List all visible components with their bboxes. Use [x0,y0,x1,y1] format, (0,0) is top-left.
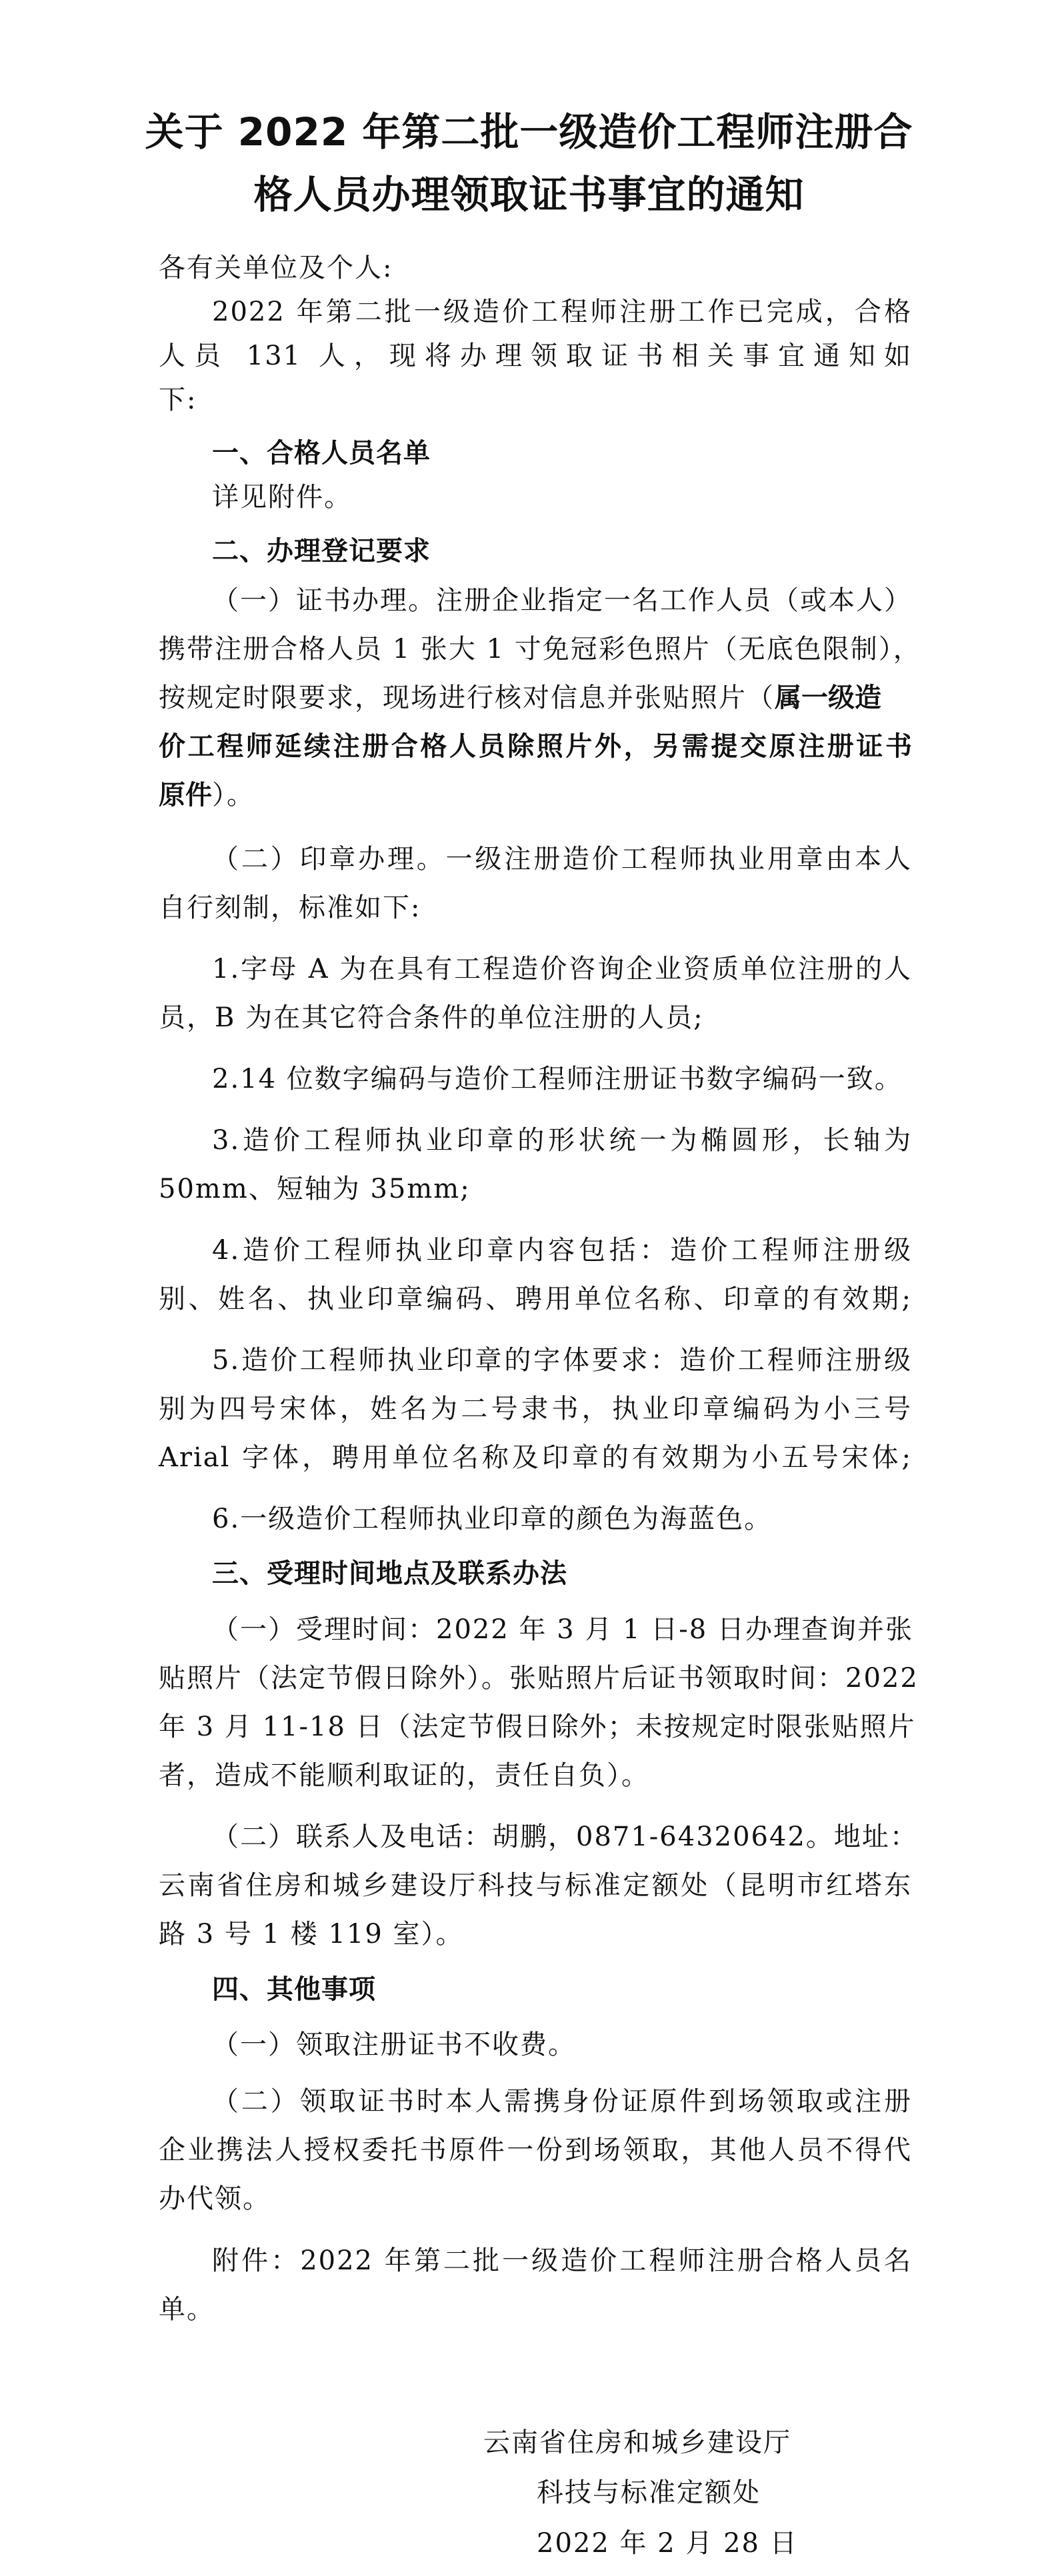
paragraph-line-bold: 价工程师延续注册合格人员除照片外，另需提交原注册证书 [159,731,912,762]
list-item: 员，B 为在其它符合条件的单位注册的人员; [159,1002,704,1033]
title-line-2: 格人员办理领取证书事宜的通知 [253,172,805,217]
bold-text: 属一级造 [775,682,881,713]
section-heading: 四、其他事项 [212,1974,376,2005]
list-item: 别、姓名、执业印章编码、聘用单位名称、印章的有效期; [159,1284,912,1314]
list-item: 1.字母 A 为在具有工程造价咨询企业资质单位注册的人 [212,954,912,984]
paragraph-line: （一）领取注册证书不收费。 [212,2029,576,2060]
list-item: 6.一级造价工程师执业印章的颜色为海蓝色。 [212,1504,773,1534]
paragraph-line: 企业携法人授权委托书原件一份到场领取，其他人员不得代 [159,2135,912,2165]
list-item: 5.造价工程师执业印章的字体要求：造价工程师注册级 [212,1345,912,1376]
paragraph-line: 者，造成不能顺利取证的，责任自负）。 [159,1760,649,1791]
signature-dept: 科技与标准定额处 [537,2477,761,2508]
paragraph-line: 办代领。 [159,2183,271,2214]
paragraph-line: 贴照片（法定节假日除外）。张贴照片后证书领取时间：2022 [159,1663,919,1694]
title-line-1: 关于 2022 年第二批一级造价工程师注册合 [145,109,913,155]
paragraph-line: 自行刻制，标准如下: [159,892,421,923]
intro-line: 2022 年第二批一级造价工程师注册工作已完成，合格 [212,297,912,327]
paragraph-line: （一）受理时间：2022 年 3 月 1 日-8 日办理查询并张 [212,1614,913,1645]
paragraph-line: （二）联系人及电话：胡鹏，0871-64320642。地址： [212,1822,918,1852]
paragraph-line: （二）领取证书时本人需携身份证原件到场领取或注册 [212,2086,912,2117]
paragraph-line: 原件）。 [159,780,255,810]
list-item: 别为四号宋体，姓名为二号隶书，执业印章编码为小三号 [159,1394,912,1424]
bold-text: 原件 [159,780,212,810]
list-item: 2.14 位数字编码与造价工程师注册证书数字编码一致。 [212,1064,903,1094]
list-item: 3.造价工程师执业印章的形状统一为椭圆形，长轴为 [212,1125,912,1156]
paragraph-line: 携带注册合格人员 1 张大 1 寸免冠彩色照片（无底色限制）， [159,634,921,664]
section-body: 详见附件。 [212,482,352,513]
signature-date: 2022 年 2 月 28 日 [537,2528,798,2559]
paragraph-line: （一）证书办理。注册企业指定一名工作人员（或本人） [212,585,912,616]
intro-line: 人员 131 人，现将办理领取证书相关事宜通知如 [159,341,912,371]
salutation: 各有关单位及个人: [159,253,393,283]
paragraph-line: 云南省住房和城乡建设厅科技与标准定额处（昆明市红塔东 [159,1870,912,1901]
list-item: Arial 字体，聘用单位名称及印章的有效期为小五号宋体; [159,1442,912,1473]
paragraph-line: 路 3 号 1 楼 119 室）。 [159,1919,464,1949]
intro-line: 下: [159,385,197,415]
section-heading: 三、受理时间地点及联系办法 [212,1558,567,1589]
section-heading: 一、合格人员名单 [212,438,431,469]
attachment-line: 单。 [159,2294,215,2325]
list-item: 50mm、短轴为 35mm; [159,1174,471,1204]
section-heading: 二、办理登记要求 [212,536,431,567]
paragraph-line: 年 3 月 11-18 日（法定节假日除外；未按规定时限张贴照片 [159,1712,916,1742]
paragraph-line: （二）印章办理。一级注册造价工程师执业用章由本人 [212,844,912,874]
paragraph-line: 按规定时限要求，现场进行核对信息并张贴照片（属一级造 [159,682,881,713]
signature-org: 云南省住房和城乡建设厅 [483,2427,791,2458]
attachment-line: 附件：2022 年第二批一级造价工程师注册合格人员名 [212,2245,912,2276]
list-item: 4.造价工程师执业印章内容包括：造价工程师注册级 [212,1235,912,1266]
